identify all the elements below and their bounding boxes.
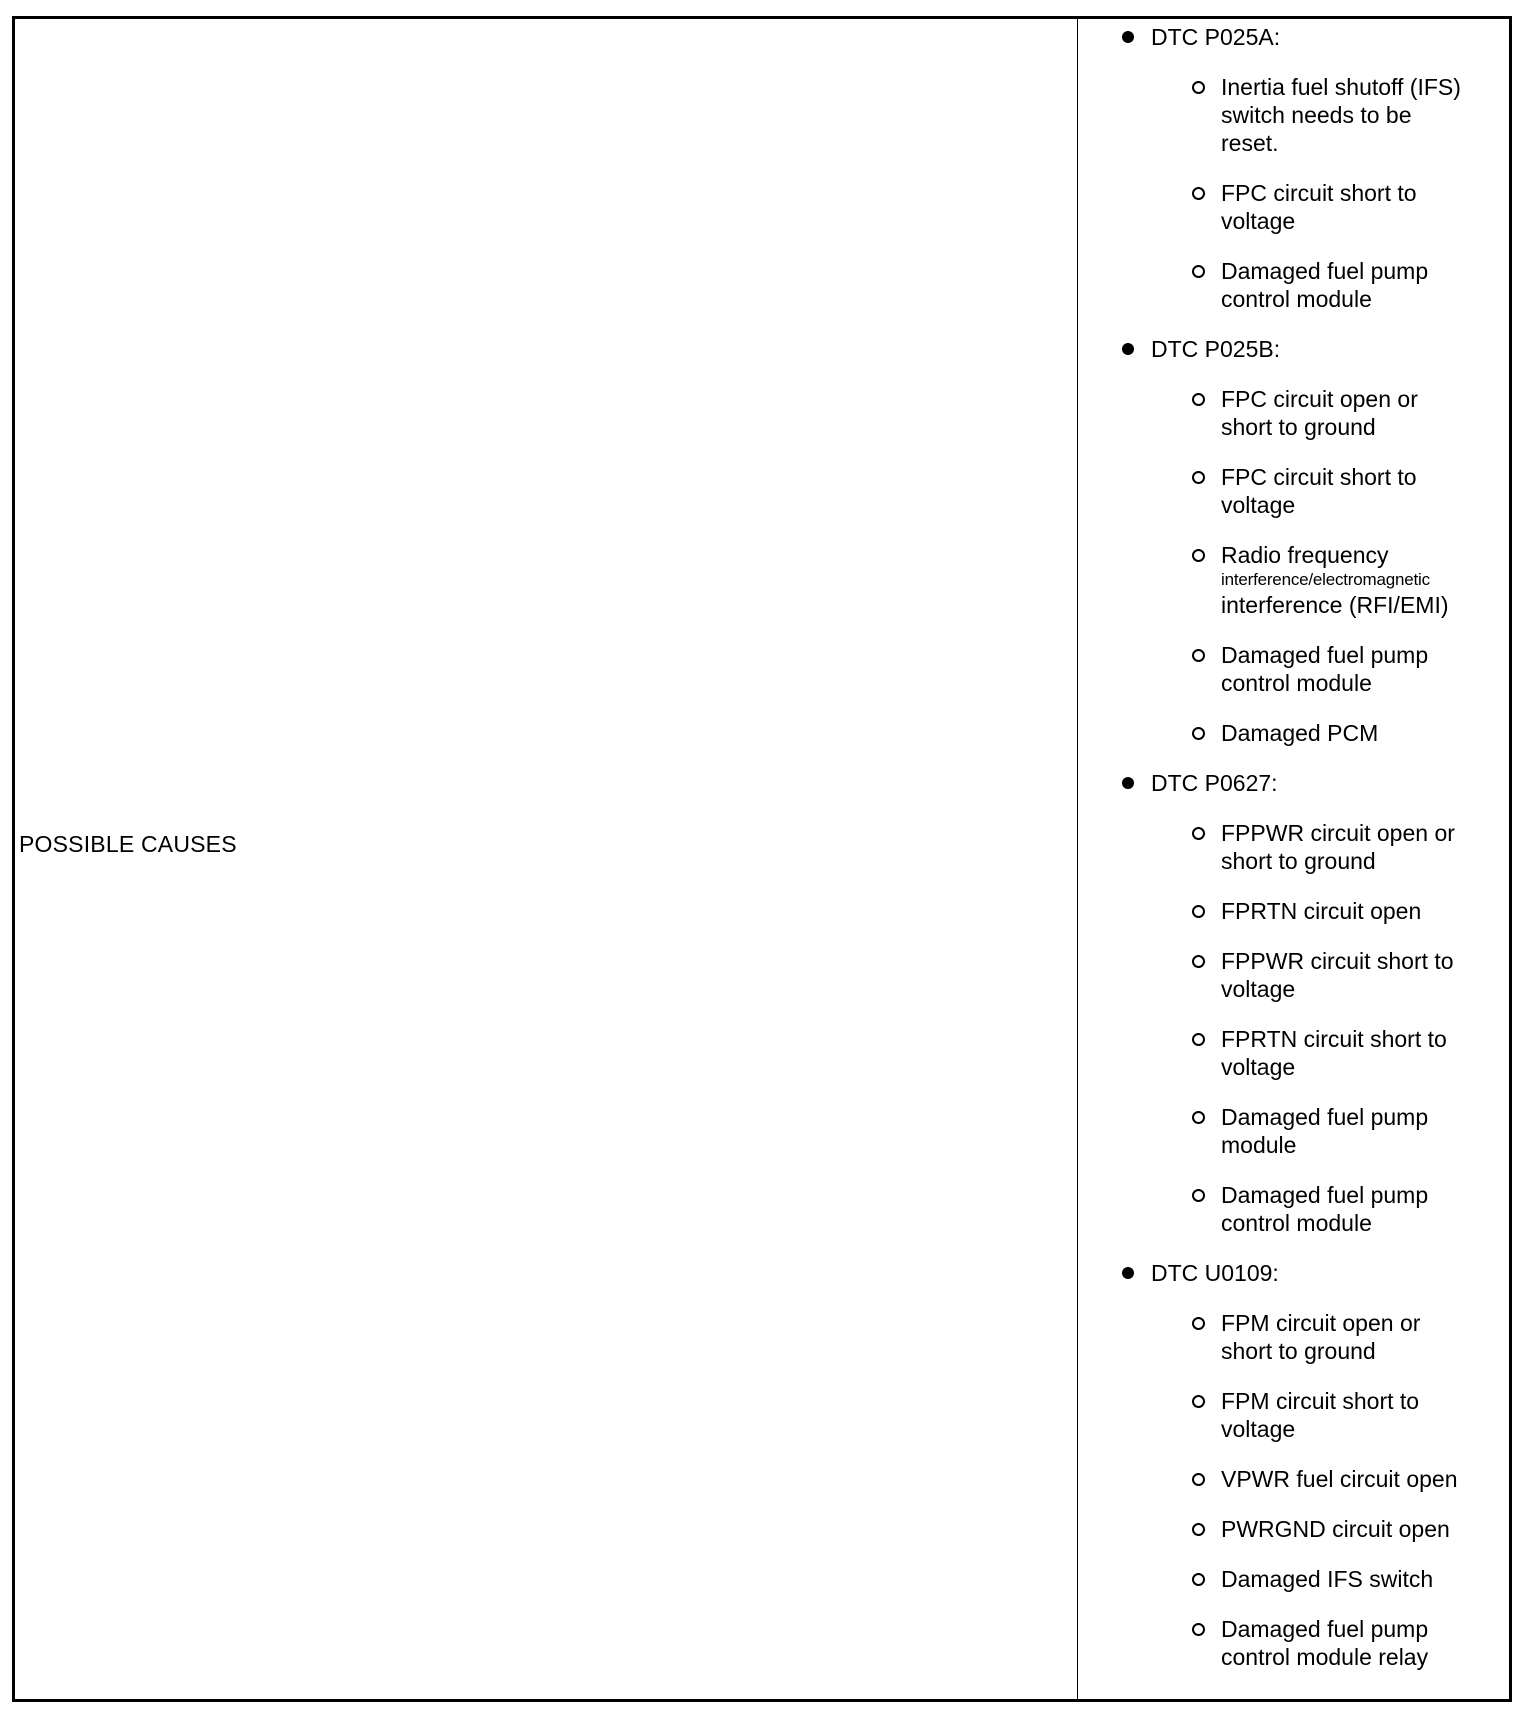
cause-text-line: interference (RFI/EMI): [1221, 592, 1449, 618]
hollow-bullet-icon: [1192, 649, 1205, 662]
cause-item: [1078, 719, 1509, 747]
cause-text-line: FPC circuit short to: [1221, 180, 1417, 206]
hollow-bullet-icon: [1192, 1623, 1205, 1636]
hollow-bullet-icon: [1192, 1317, 1205, 1330]
dtc-group: [1078, 1259, 1509, 1671]
hollow-bullet-icon: [1192, 827, 1205, 840]
cause-text-line: FPRTN circuit short to: [1221, 1026, 1447, 1052]
cause-text-line: short to ground: [1221, 848, 1376, 874]
dtc-heading: [1078, 769, 1509, 797]
dtc-group: [1078, 23, 1509, 313]
hollow-bullet-icon: [1192, 955, 1205, 968]
cause-list: [1078, 1309, 1509, 1671]
cause-text-line: control module relay: [1221, 1644, 1429, 1670]
cause-item: [1078, 1309, 1509, 1365]
dtc-heading: [1078, 23, 1509, 51]
cause-item: [1078, 257, 1509, 313]
hollow-bullet-icon: [1192, 1395, 1205, 1408]
dtc-heading-text: DTC P025A:: [1151, 24, 1281, 50]
cause-text-line: FPM circuit open or: [1221, 1310, 1421, 1336]
cause-item: [1078, 1615, 1509, 1671]
dtc-group: [1078, 769, 1509, 1237]
cause-item: [1078, 947, 1509, 1003]
cause-text-line: Damaged fuel pump: [1221, 642, 1429, 668]
cause-item: [1078, 1387, 1509, 1443]
filled-bullet-icon: [1122, 1267, 1134, 1279]
hollow-bullet-icon: [1192, 1111, 1205, 1124]
cause-text-line: VPWR fuel circuit open: [1221, 1466, 1458, 1492]
hollow-bullet-icon: [1192, 81, 1205, 94]
cause-text-line: reset.: [1221, 130, 1279, 156]
row-label: POSSIBLE CAUSES: [19, 830, 237, 857]
cause-text-line: FPRTN circuit open: [1221, 898, 1422, 924]
dtc-heading: [1078, 335, 1509, 363]
cause-list: [1078, 819, 1509, 1237]
cause-item: [1078, 73, 1509, 157]
cause-text-line: short to ground: [1221, 1338, 1376, 1364]
cause-text-line: Damaged fuel pump: [1221, 1104, 1429, 1130]
cause-text-line: FPM circuit short to: [1221, 1388, 1420, 1414]
hollow-bullet-icon: [1192, 905, 1205, 918]
cause-text-line: Damaged PCM: [1221, 720, 1379, 746]
cause-text-line: PWRGND circuit open: [1221, 1516, 1450, 1542]
cause-text-line: Damaged fuel pump: [1221, 1616, 1429, 1642]
cause-text-line: voltage: [1221, 1054, 1296, 1080]
hollow-bullet-icon: [1192, 549, 1205, 562]
filled-bullet-icon: [1122, 777, 1134, 789]
hollow-bullet-icon: [1192, 1573, 1205, 1586]
cause-text-line: module: [1221, 1132, 1297, 1158]
cause-text-line: Damaged fuel pump: [1221, 258, 1429, 284]
cause-text-line: control module: [1221, 670, 1372, 696]
filled-bullet-icon: [1122, 31, 1134, 43]
cause-item: [1078, 1181, 1509, 1237]
dtc-heading-text: DTC P0627:: [1151, 770, 1278, 796]
cause-text-line: FPPWR circuit short to: [1221, 948, 1454, 974]
cause-text-line: FPPWR circuit open or: [1221, 820, 1455, 846]
cause-text-line: interference/electromagnetic: [1221, 570, 1430, 589]
dtc-heading-text: DTC P025B:: [1151, 336, 1281, 362]
cause-item: [1078, 819, 1509, 875]
cause-text-line: Damaged IFS switch: [1221, 1566, 1434, 1592]
cause-text-line: control module: [1221, 286, 1372, 312]
filled-bullet-icon: [1122, 343, 1134, 355]
hollow-bullet-icon: [1192, 1473, 1205, 1486]
cause-list: [1078, 385, 1509, 747]
cause-item: [1078, 641, 1509, 697]
hollow-bullet-icon: [1192, 1189, 1205, 1202]
hollow-bullet-icon: [1192, 187, 1205, 200]
cause-item: [1078, 1515, 1509, 1543]
cause-item: [1078, 463, 1509, 519]
cause-text-line: voltage: [1221, 208, 1296, 234]
cause-item: [1078, 897, 1509, 925]
cause-text-line: FPC circuit open or: [1221, 386, 1418, 412]
cause-text-line: short to ground: [1221, 414, 1376, 440]
hollow-bullet-icon: [1192, 393, 1205, 406]
cause-text-line: Inertia fuel shutoff (IFS): [1221, 74, 1461, 100]
cause-item: [1078, 1565, 1509, 1593]
cause-item: [1078, 1025, 1509, 1081]
dtc-heading: [1078, 1259, 1509, 1287]
causes-cell: [1078, 19, 1509, 1699]
dtc-list: [1078, 19, 1509, 1671]
cause-text-line: switch needs to be: [1221, 102, 1412, 128]
hollow-bullet-icon: [1192, 471, 1205, 484]
cause-text-line: voltage: [1221, 1416, 1296, 1442]
hollow-bullet-icon: [1192, 727, 1205, 740]
cause-text-line: FPC circuit short to: [1221, 464, 1417, 490]
cause-item: [1078, 179, 1509, 235]
cause-item: [1078, 541, 1509, 619]
cause-text-line: control module: [1221, 1210, 1372, 1236]
cause-item: [1078, 1465, 1509, 1493]
cause-text-line: Damaged fuel pump: [1221, 1182, 1429, 1208]
hollow-bullet-icon: [1192, 1523, 1205, 1536]
hollow-bullet-icon: [1192, 1033, 1205, 1046]
cause-item: [1078, 1103, 1509, 1159]
dtc-heading-text: DTC U0109:: [1151, 1260, 1279, 1286]
possible-causes-table: [12, 16, 1512, 1702]
cause-item: [1078, 385, 1509, 441]
hollow-bullet-icon: [1192, 265, 1205, 278]
cause-list: [1078, 73, 1509, 313]
cause-text-line: voltage: [1221, 976, 1296, 1002]
cause-text-line: Radio frequency: [1221, 542, 1389, 568]
cause-text-line: voltage: [1221, 492, 1296, 518]
dtc-group: [1078, 335, 1509, 747]
row-label-cell: [15, 19, 1078, 1699]
